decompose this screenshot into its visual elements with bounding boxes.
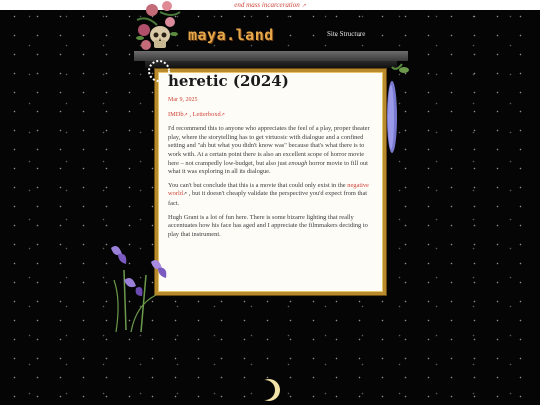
external-link-icon: ↗ — [301, 4, 306, 9]
negative-world-link[interactable]: negative world — [168, 181, 369, 198]
post-content — [168, 72, 376, 244]
banner-link[interactable] — [0, 0, 540, 12]
post-title: heretic (2024) — [168, 72, 289, 90]
paragraph-1-text: I'd recommend this to anyone who appreciates the feel of a play, proper theater play, where the storytelling has to get virtuosic with dialogue and a confined setting and "ah but what you didn't know was" because that's what there is to work with. At a certain point there is also an excellent scope of horror movie here – not crampedly low-budget, but also just — [168, 125, 370, 167]
imdb-link[interactable]: IMDb — [168, 110, 184, 118]
post-links — [168, 111, 376, 121]
paragraph-2-end: , but it doesn't cheaply validate the perspective you'd expect from that fact. — [168, 190, 368, 207]
external-link-icon: ↗ — [220, 112, 225, 118]
paragraph-1-end: horror movie to fill out what it was exploring in all its dialogue. — [168, 159, 368, 176]
banner-link-text[interactable]: end mass incarceration — [234, 1, 300, 9]
crescent-moon-icon[interactable] — [257, 378, 281, 402]
wisteria-icon — [382, 62, 410, 157]
paragraph-3: Hugh Grant is a lot of fun here. There is some bizarre lighting that really accentuates how his face has aged and I appreciate the filmmakers deciding to play that instrument. — [168, 213, 368, 238]
external-link-icon: ↗ — [183, 112, 188, 118]
paragraph-1 — [168, 125, 376, 177]
external-link-icon: ↗ — [182, 192, 188, 198]
letterboxd-link[interactable]: Letterboxd — [192, 110, 221, 118]
skull-icon — [149, 25, 171, 51]
paragraph-2 — [168, 182, 376, 209]
links-separator: , — [189, 110, 192, 118]
shelf — [134, 51, 408, 61]
iris-flowers-icon — [96, 240, 176, 335]
nav-site-structure[interactable]: Site Structure — [327, 30, 366, 38]
paragraph-2-text: You can't but conclude that this is a movie that could only exist in the — [168, 181, 346, 189]
paragraph-1-emphasis: enough — [288, 159, 308, 167]
site-logo[interactable]: maya.land — [188, 26, 274, 44]
post-date: Mar 9, 2025 — [168, 97, 198, 103]
shelf-shadow — [145, 61, 397, 68]
